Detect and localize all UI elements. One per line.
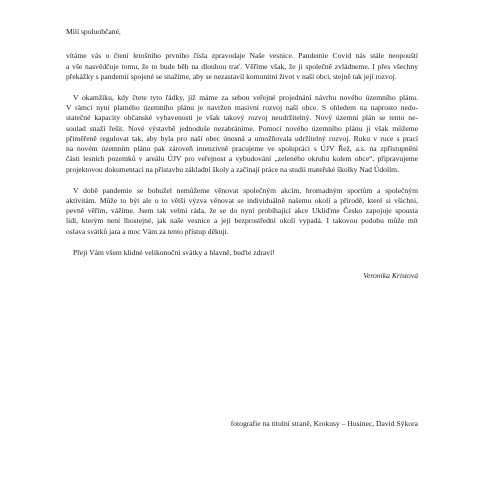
photo-credit: fotografie na titulní straně, Krokusy – Husinec, David Sýkora (230, 419, 418, 428)
salutation: Milí spoluobčané, (66, 27, 121, 36)
paragraph-line: V rámci nyní platného územního plánu je navržen masivní rozvoj naší obce. S ohledem na naprosto nedo- (66, 102, 418, 112)
paragraph-2 (66, 93, 418, 175)
paragraph-line: části lesních pozemků v areálu ÚJV pro veřejnost a vybudování „zeleného okruhu kolem obce“, připravujeme (66, 154, 418, 164)
paragraph-line: soulad snaží řešit. Nové výstavbě jednoduše nezabráníme. Pomocí nového územního plánu ji však můžeme (66, 123, 418, 133)
paragraph-line: V okamžiku, kdy čtete tyto řádky, již máme za sebou veřejné projednání návrhu nového územního plánu. (73, 92, 418, 102)
letter-body (66, 27, 418, 268)
paragraph-4 (66, 248, 418, 258)
signature: Veronika Kristová (363, 271, 418, 280)
paragraph-line: pevně věřím, vážíme. Jsem tak velmi ráda, že se do nyní probíhající akce Ukliďme Česko zapojuje spousta (66, 206, 418, 216)
paragraph-line: oslava svátků jara a moc Vám za tento přístup děkuji. (66, 226, 229, 236)
paragraph-line: přiměřeně regulovat tak, aby byla pro naši obec únosná a umožňovala udržitelný rozvoj. Ruku v ruce s prací (66, 133, 418, 143)
paragraph-line: a vše nasvědčuje tomu, že to bude běh na dlouhou trať. Věříme však, že ji společně zvládneme. I přes všechny (66, 61, 418, 71)
paragraph-line: lidí, kterým není lhostejné, jak naše vesnice a její bezprostřední okolí vypadá. I takovou podobu může mít (66, 216, 418, 226)
paragraph-line: na novém územním plánu pak zároveň intenzivně pracujeme ve spolupráci s ÚJV Řež, a.s. na zpřístupnění (66, 144, 418, 154)
paragraph-3 (66, 186, 418, 237)
paragraph-line: Přeji Vám všem klidné velikonoční svátky a hlavně, buďte zdraví! (73, 247, 275, 257)
paragraph-line: aktivitám. Může to být ale o to větší výzva věnovat se individuálně našemu okolí a přírodě, které si všichni, (66, 195, 418, 205)
paragraph-line: statečné kapacity občanské vybavenosti je však takový rozvoj neudržitelný. Nový územní plán se tento ne- (66, 113, 418, 123)
paragraph-line: překážky s pandemií spojené se snažíme, aby se nezastavil komunitní život v naší obci, stejně tak její rozvoj. (66, 71, 397, 81)
paragraph-line: vítáme vás u čtení letošního prvního čísla zpravodaje Naše vesnice. Pandemie Covid nás stále neopouští (66, 51, 418, 61)
paragraph-line: projektovou dokumentaci na přístavbu základní školy a začínají práce na studii mateřské školky Nad Údolím. (66, 164, 399, 174)
paragraph-1 (66, 51, 418, 82)
paragraph-line: V době pandemie se bohužel nemůžeme věnovat společným akcím, hromadným sportům a společným (73, 185, 418, 195)
